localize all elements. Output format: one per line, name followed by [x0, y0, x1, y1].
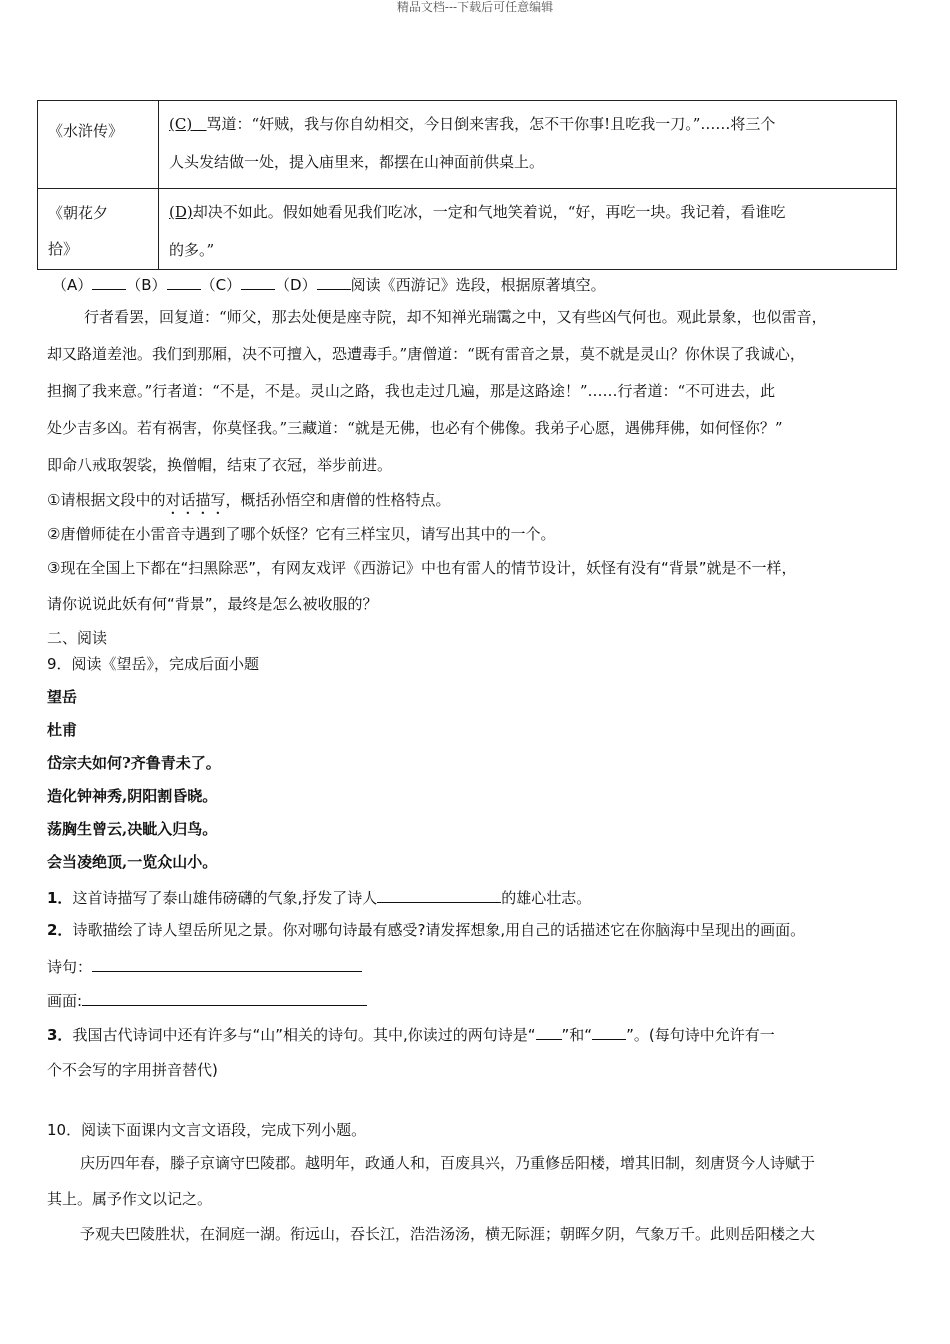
poem-verse: 会当凌绝顶,一览众山小。 [47, 853, 218, 871]
emphasis-text: 对话描写 [165, 491, 226, 509]
passage-line: 担搁了我来意。”行者道：“不是，不是。灵山之路，我也走过几遍，那是这路途！”……行者道：“不可进去，此 [47, 382, 776, 400]
poem-verse: 岱宗夫如何?齐鲁青未了。 [47, 754, 221, 772]
literature-table [37, 100, 897, 270]
blank-answer[interactable] [377, 886, 501, 903]
question-3-line1: ③现在全国上下都在“扫黑除恶”，有网友戏评《西游记》中也有雷人的情节设计，妖怪有没有“背景”就是不一样， [47, 559, 797, 577]
excerpt-cell: (D)却决不如此。假如她看见我们吃冰，一定和气地笑着说，“好，再吃一块。我记着，看谁吃 的多。” [159, 189, 897, 270]
passage-line: 予观夫巴陵胜状，在洞庭一湖。衔远山，吞长江，浩浩汤汤，横无际涯；朝晖夕阴，气象万千。此则岳阳楼之大 [80, 1225, 816, 1243]
blank-verse-1[interactable] [536, 1023, 562, 1040]
blank-d[interactable] [317, 273, 351, 290]
table-row [38, 189, 897, 270]
question-9-title: 9．阅读《望岳》，完成后面小题 [47, 655, 260, 673]
sub-question-3: 3．我国古代诗词中还有许多与“山”相关的诗句。其中,你读过的两句诗是“ ”和“ ”。(每句诗中允许有一 [47, 1023, 775, 1045]
table-row [38, 101, 897, 189]
blank-a[interactable] [92, 273, 126, 290]
poem-title: 望岳 [47, 688, 78, 706]
scene-answer-line: 画面: [47, 989, 367, 1011]
answer-marker: (C) [169, 115, 193, 133]
verse-answer-line: 诗句： [47, 955, 362, 977]
sub-question-2: 2．诗歌描绘了诗人望岳所见之景。你对哪句诗最有感受?请发挥想象,用自己的话描述它在你脑海中呈现出的画面。 [47, 921, 806, 939]
poem-verse: 造化钟神秀,阴阳割昏晓。 [47, 787, 218, 805]
passage-line: 却又路道差池。我们到那厢，决不可擅入，恐遭毒手。”唐僧道：“既有雷音之景，莫不就是灵山？你休误了我诚心， [47, 345, 805, 363]
page-header: 精品文档---下载后可任意编辑 [396, 0, 554, 14]
sub-question-1: 1．这首诗描写了泰山雄伟磅礴的气象,抒发了诗人 的雄心壮志。 [47, 886, 591, 908]
poem-author: 杜甫 [47, 721, 78, 739]
question-1: ①请根据文段中的对话描写，概括孙悟空和唐僧的性格特点。 [47, 491, 451, 509]
passage-line: 处少吉多凶。若有祸害，你莫怪我。”三藏道：“就是无佛，也必有个佛像。我弟子心愿，遇佛拜佛，如何怪你？” [47, 419, 783, 437]
book-title-cell: 《朝花夕 拾》 [38, 189, 159, 270]
blank-verse-2[interactable] [592, 1023, 626, 1040]
scene-blank[interactable] [82, 989, 367, 1006]
answer-blanks-line: （A） （B） （C） （D） 阅读《西游记》选段，根据原著填空。 [52, 273, 606, 295]
question-3-line2: 请你说说此妖有何“背景”，最终是怎么被收服的？ [47, 595, 378, 613]
sub-question-3-line2: 个不会写的字用拼音替代) [47, 1061, 218, 1079]
passage-line: 其上。属予作文以记之。 [47, 1190, 213, 1208]
passage-line: 庆历四年春，滕子京谪守巴陵郡。越明年，政通人和，百废具兴，乃重修岳阳楼，增其旧制，刻唐贤今人诗赋于 [80, 1154, 816, 1172]
blank-b[interactable] [167, 273, 201, 290]
question-2: ②唐僧师徒在小雷音寺遇到了哪个妖怪？它有三样宝贝，请写出其中的一个。 [47, 525, 556, 543]
book-title-cell: 《水浒传》 [38, 101, 159, 189]
blank-c[interactable] [241, 273, 275, 290]
section-heading: 二、阅读 [47, 629, 108, 647]
question-10-title: 10．阅读下面课内文言文语段，完成下列小题。 [47, 1121, 367, 1139]
excerpt-cell: (C) 骂道：“奸贼，我与你自幼相交，今日倒来害我，怎不干你事!且吃我一刀。”……将三个 人头发结做一处，提入庙里来，都摆在山神面前供桌上。 [159, 101, 897, 189]
verse-blank[interactable] [92, 955, 362, 972]
passage-line: 即命八戒取袈裟，换僧帽，结束了衣冠，举步前进。 [47, 456, 393, 474]
answer-marker: (D) [169, 203, 193, 221]
passage-line: 行者看罢，回复道：“师父，那去处便是座寺院，却不知禅光瑞霭之中，又有些凶气何也。观此景象，也似雷音， [84, 308, 827, 326]
poem-verse: 荡胸生曾云,决眦入归鸟。 [47, 820, 218, 838]
